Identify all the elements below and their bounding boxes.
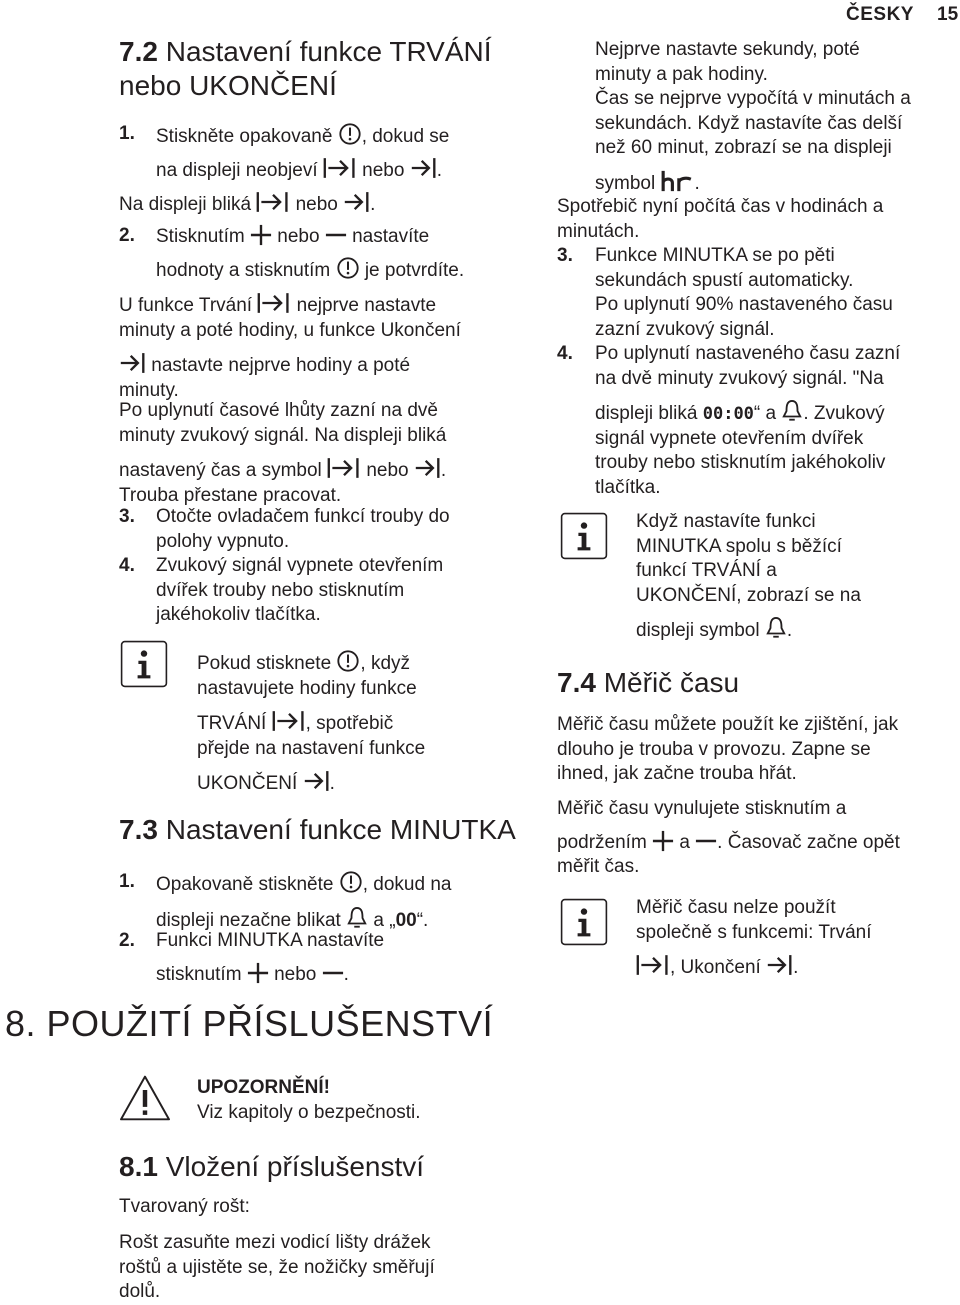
bell-icon xyxy=(781,399,803,423)
sec72-blink-text: Na displeji bliká nebo . xyxy=(119,190,375,218)
sec72-paragraph-signal: Po uplynutí časové lhůty zazní na dvě minuty zvukový signál. Na displeji bliká nastavený čas a symbol nebo . Trouba přestane pracovat. xyxy=(119,400,447,506)
sec72-step-2: 2. Stisknutím nebo nastavíte hodnoty a stisknutím je potvrdíte. xyxy=(119,225,465,281)
end-time-icon xyxy=(303,769,330,793)
section-7-4-title: 7.4 Měřič času xyxy=(557,667,740,698)
header-page-number: 15 xyxy=(937,4,959,25)
sec72-info-note: Pokud stisknete , když nastavujete hodiny funkce TRVÁNÍ , spotřebič přejde na nastavení funkce UKONČENÍ . xyxy=(197,649,527,797)
right-step-3: 3. Funkce MINUTKA se po pěti sekundách spustí automaticky. Po uplynutí 90% nastaveného času zazní zvukový signál. xyxy=(557,245,893,340)
bell-icon xyxy=(346,906,368,930)
right-info-note-2: Měřič času nelze použít společně s funkcemi: Trvání , Ukončení . xyxy=(636,897,872,978)
section-8-1-title: 8.1 Vložení příslušenství xyxy=(119,1151,425,1182)
duration-icon xyxy=(327,456,361,480)
sec72-step-1: 1. Stiskněte opakovaně , dokud se na displeji neobjeví nebo . xyxy=(119,123,450,181)
warning-icon xyxy=(118,1074,172,1127)
clock-icon xyxy=(336,649,360,673)
info-icon xyxy=(120,640,168,693)
sec73-step-2: 2. Funkci MINUTKA nastavíte stisknutím nebo . xyxy=(119,930,385,985)
sec73-step-1: 1. Opakovaně stiskněte , dokud na displeji nezačne blikat a „00“. xyxy=(119,871,452,931)
end-time-icon xyxy=(343,190,370,214)
header-language: ČESKY xyxy=(846,4,914,25)
right-info-note: Když nastavíte funkci MINUTKA spolu s běžící funkcí TRVÁNÍ a UKONČENÍ, zobrazí se na displeji symbol . xyxy=(636,511,861,641)
clock-icon xyxy=(336,256,360,280)
chapter-8-title: 8. POUŽITÍ PŘÍSLUŠENSTVÍ xyxy=(5,1003,494,1044)
sec8-warning xyxy=(197,1076,421,1125)
plus-icon xyxy=(652,830,674,852)
plus-icon xyxy=(247,962,269,984)
minus-icon xyxy=(325,224,347,246)
clock-icon xyxy=(338,122,362,146)
bell-icon xyxy=(765,616,787,640)
end-time-icon xyxy=(410,156,437,180)
duration-icon xyxy=(256,190,290,214)
minus-icon xyxy=(695,830,717,852)
sec72-paragraph-order: U funkce Trvání nejprve nastavte minuty a poté hodiny, u funkce Ukončení nastavte nejprve hodiny a poté minuty. xyxy=(119,291,549,403)
right-step-4: 4. Po uplynutí nastaveného času zazní na dvě minuty zvukový signál. "Na displeji bliká 00:00“ a . Zvukový signál vypnete otevřením dvířek trouby nebo stisknutím jakéhokoliv tlačítka. xyxy=(557,343,901,498)
minus-icon xyxy=(322,962,344,984)
right-seconds-text: Nejprve nastavte sekundy, poté minuty a pak hodiny. Čas se nejprve vypočítá v minutách a sekundách. Když nastavíte čas delší než 60 minut, zobrazí se na displeji symbol . xyxy=(595,39,911,194)
right-timer-text: Měřič času můžete použít ke zjištění, jak dlouho je trouba v provozu. Zapne se ihned, jak začne trouba hřát. xyxy=(557,714,899,784)
end-time-icon xyxy=(119,351,146,375)
sec72-step-3: 3. Otočte ovladačem funkcí trouby do polohy vypnuto. xyxy=(119,506,450,552)
warning-title: UPOZORNĚNÍ! xyxy=(197,1077,330,1098)
info-icon xyxy=(560,512,608,565)
sec72-step-4: 4. Zvukový signál vypnete otevřením dvířek trouby nebo stisknutím jakéhokoliv tlačítka. xyxy=(119,555,444,625)
plus-icon xyxy=(250,224,272,246)
sec8-text: Rošt zasuňte mezi vodicí lišty drážek roštů a ujistěte se, že nožičky směřují dolů. xyxy=(119,1232,435,1302)
right-hours-text: Spotřebič nyní počítá čas v hodinách a minutách. xyxy=(557,196,884,242)
end-time-icon xyxy=(414,456,441,480)
duration-icon xyxy=(272,709,306,733)
duration-icon xyxy=(257,291,291,315)
info-icon xyxy=(560,898,608,951)
duration-icon xyxy=(636,953,670,977)
sec8-label: Tvarovaný rošt: xyxy=(119,1196,250,1217)
end-time-icon xyxy=(766,953,793,977)
right-reset-text: Měřič času vynulujete stisknutím a podržením a . Časovač začne opět měřit čas. xyxy=(557,798,900,877)
clock-icon xyxy=(339,870,363,894)
section-7-3-title: 7.3 Nastavení funkce MINUTKA xyxy=(119,814,516,845)
warning-text: Viz kapitoly o bezpečnosti. xyxy=(197,1101,421,1123)
duration-icon xyxy=(323,156,357,180)
section-7-2-title: 7.2 Nastavení funkce TRVÁNÍ nebo UKONČENÍ xyxy=(119,36,492,101)
hours-symbol-icon xyxy=(660,169,694,193)
